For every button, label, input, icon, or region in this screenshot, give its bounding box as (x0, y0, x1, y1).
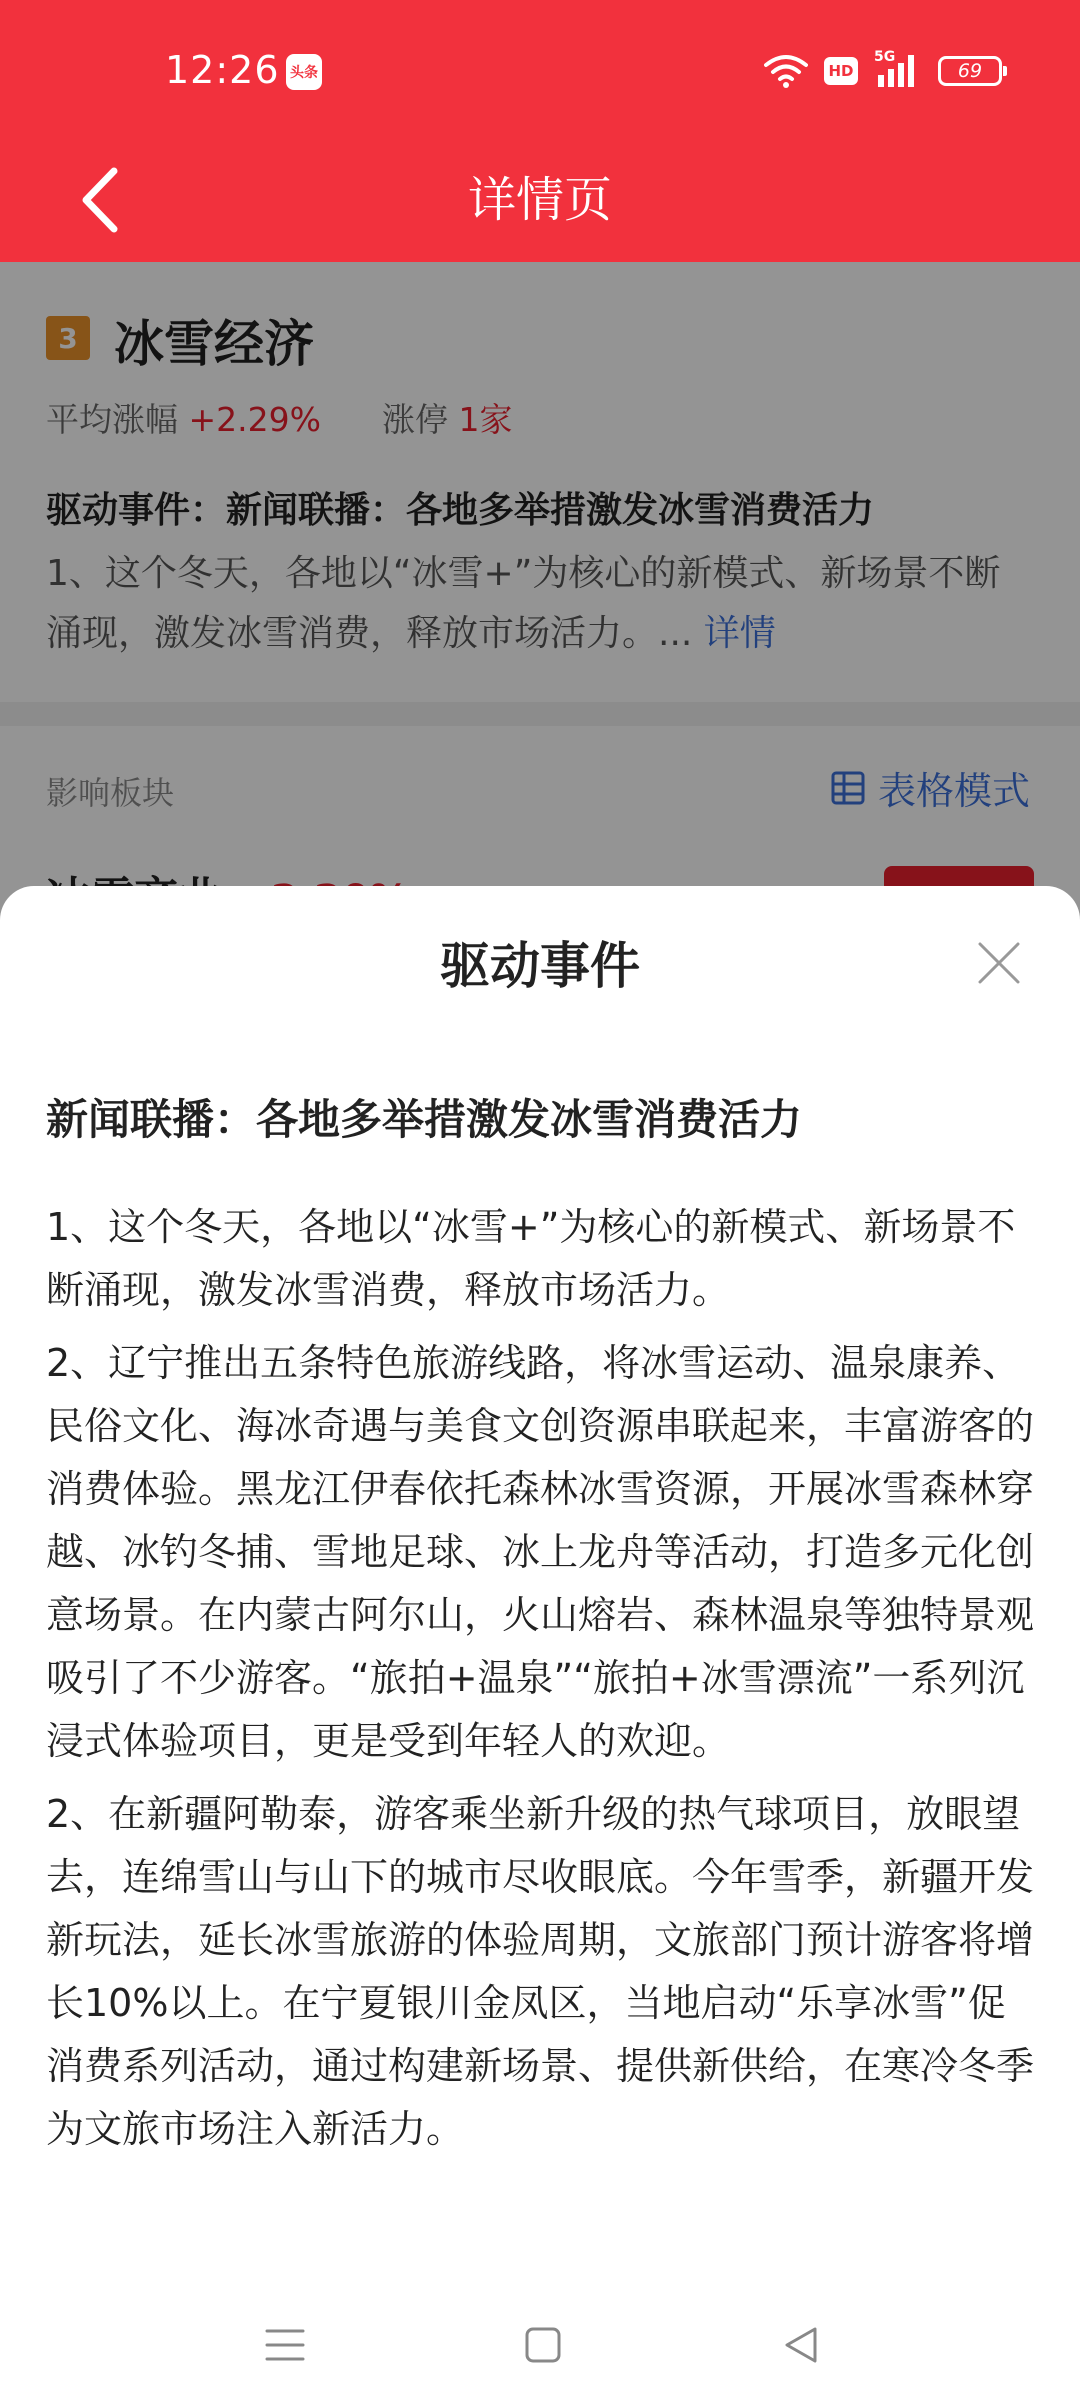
page-title: 详情页 (467, 172, 612, 228)
sheet-paragraph: 2、在新疆阿勒泰，游客乘坐新升级的热气球项目，放眼望去，连绵雪山与山下的城市尽收眼底。今年雪季，新疆开发新玩法，延长冰雪旅游的体验周期，文旅部门预计游客将增长10%以上。在宁夏银川金凤区，当地启动“乐享冰雪”促消费系列活动，通过构建新场景、提供新供给，在寒冷冬季为文旅市场注入新活力。 (46, 1792, 1035, 2151)
signal-5g-icon (874, 49, 922, 89)
sheet-body (46, 1196, 1036, 2171)
status-indicators (764, 50, 1002, 92)
event-summary-text: 1、这个冬天，各地以“冰雪+”为核心的新模式、新场景不断涌现，激发冰雪消费，释放市场活力。... (46, 553, 1001, 654)
close-button[interactable] (974, 938, 1024, 988)
status-time: 12:26 (165, 48, 280, 92)
event-headline: 驱动事件：新闻联播：各地多举措激发冰雪消费活力 (46, 490, 875, 531)
nav-bar (0, 140, 1080, 262)
triangle-back-icon (781, 2325, 821, 2365)
hd-badge: HD (824, 57, 858, 85)
sheet-title: 驱动事件 (440, 937, 640, 995)
avg-change-value: +2.29% (188, 400, 321, 439)
square-home-icon (524, 2326, 562, 2364)
topic-title: 冰雪经济 (114, 315, 314, 373)
rank-badge: 3 (46, 316, 90, 360)
app-header (0, 0, 1080, 262)
status-bar (0, 0, 1080, 140)
wifi-icon (764, 53, 808, 89)
battery-indicator: 69 (938, 56, 1002, 86)
network-label: 5G (874, 49, 896, 65)
detail-link[interactable]: 详情 (703, 613, 776, 654)
sheet-paragraph: 1、这个冬天，各地以“冰雪+”为核心的新模式、新场景不断涌现，激发冰雪消费，释放市场活力。 (46, 1205, 1016, 1312)
menu-icon (265, 2327, 305, 2363)
section-label: 影响板块 (46, 774, 175, 812)
sheet-paragraph: 2、辽宁推出五条特色旅游线路，将冰雪运动、温泉康养、民俗文化、海冰奇遇与美食文创资源串联起来，丰富游客的消费体验。黑龙江伊春依托森林冰雪资源，开展冰雪森林穿越、冰钓冬捕、雪地足球、冰上龙舟等活动，打造多元化创意场景。在内蒙古阿尔山，火山熔岩、森林温泉等独特景观吸引了不少游客。“旅拍+温泉”“旅拍+冰雪漂流”一系列沉浸式体验项目，更是受到年轻人的欢迎。 (46, 1341, 1035, 1763)
event-bottom-sheet (0, 886, 1080, 2400)
table-mode-label: 表格模式 (877, 769, 1030, 813)
home-button[interactable] (508, 2310, 578, 2380)
sheet-headline: 新闻联播：各地多举措激发冰雪消费活力 (46, 1095, 803, 1144)
toutiao-app-icon: 头条 (286, 54, 322, 90)
close-icon (974, 938, 1024, 988)
system-nav-bar (0, 2290, 1080, 2400)
limit-up-value: 1家 (458, 400, 513, 439)
system-back-button[interactable] (766, 2310, 836, 2380)
menu-button[interactable] (250, 2310, 320, 2380)
limit-up-label: 涨停 (381, 400, 448, 439)
avg-change-label: 平均涨幅 (46, 400, 178, 439)
